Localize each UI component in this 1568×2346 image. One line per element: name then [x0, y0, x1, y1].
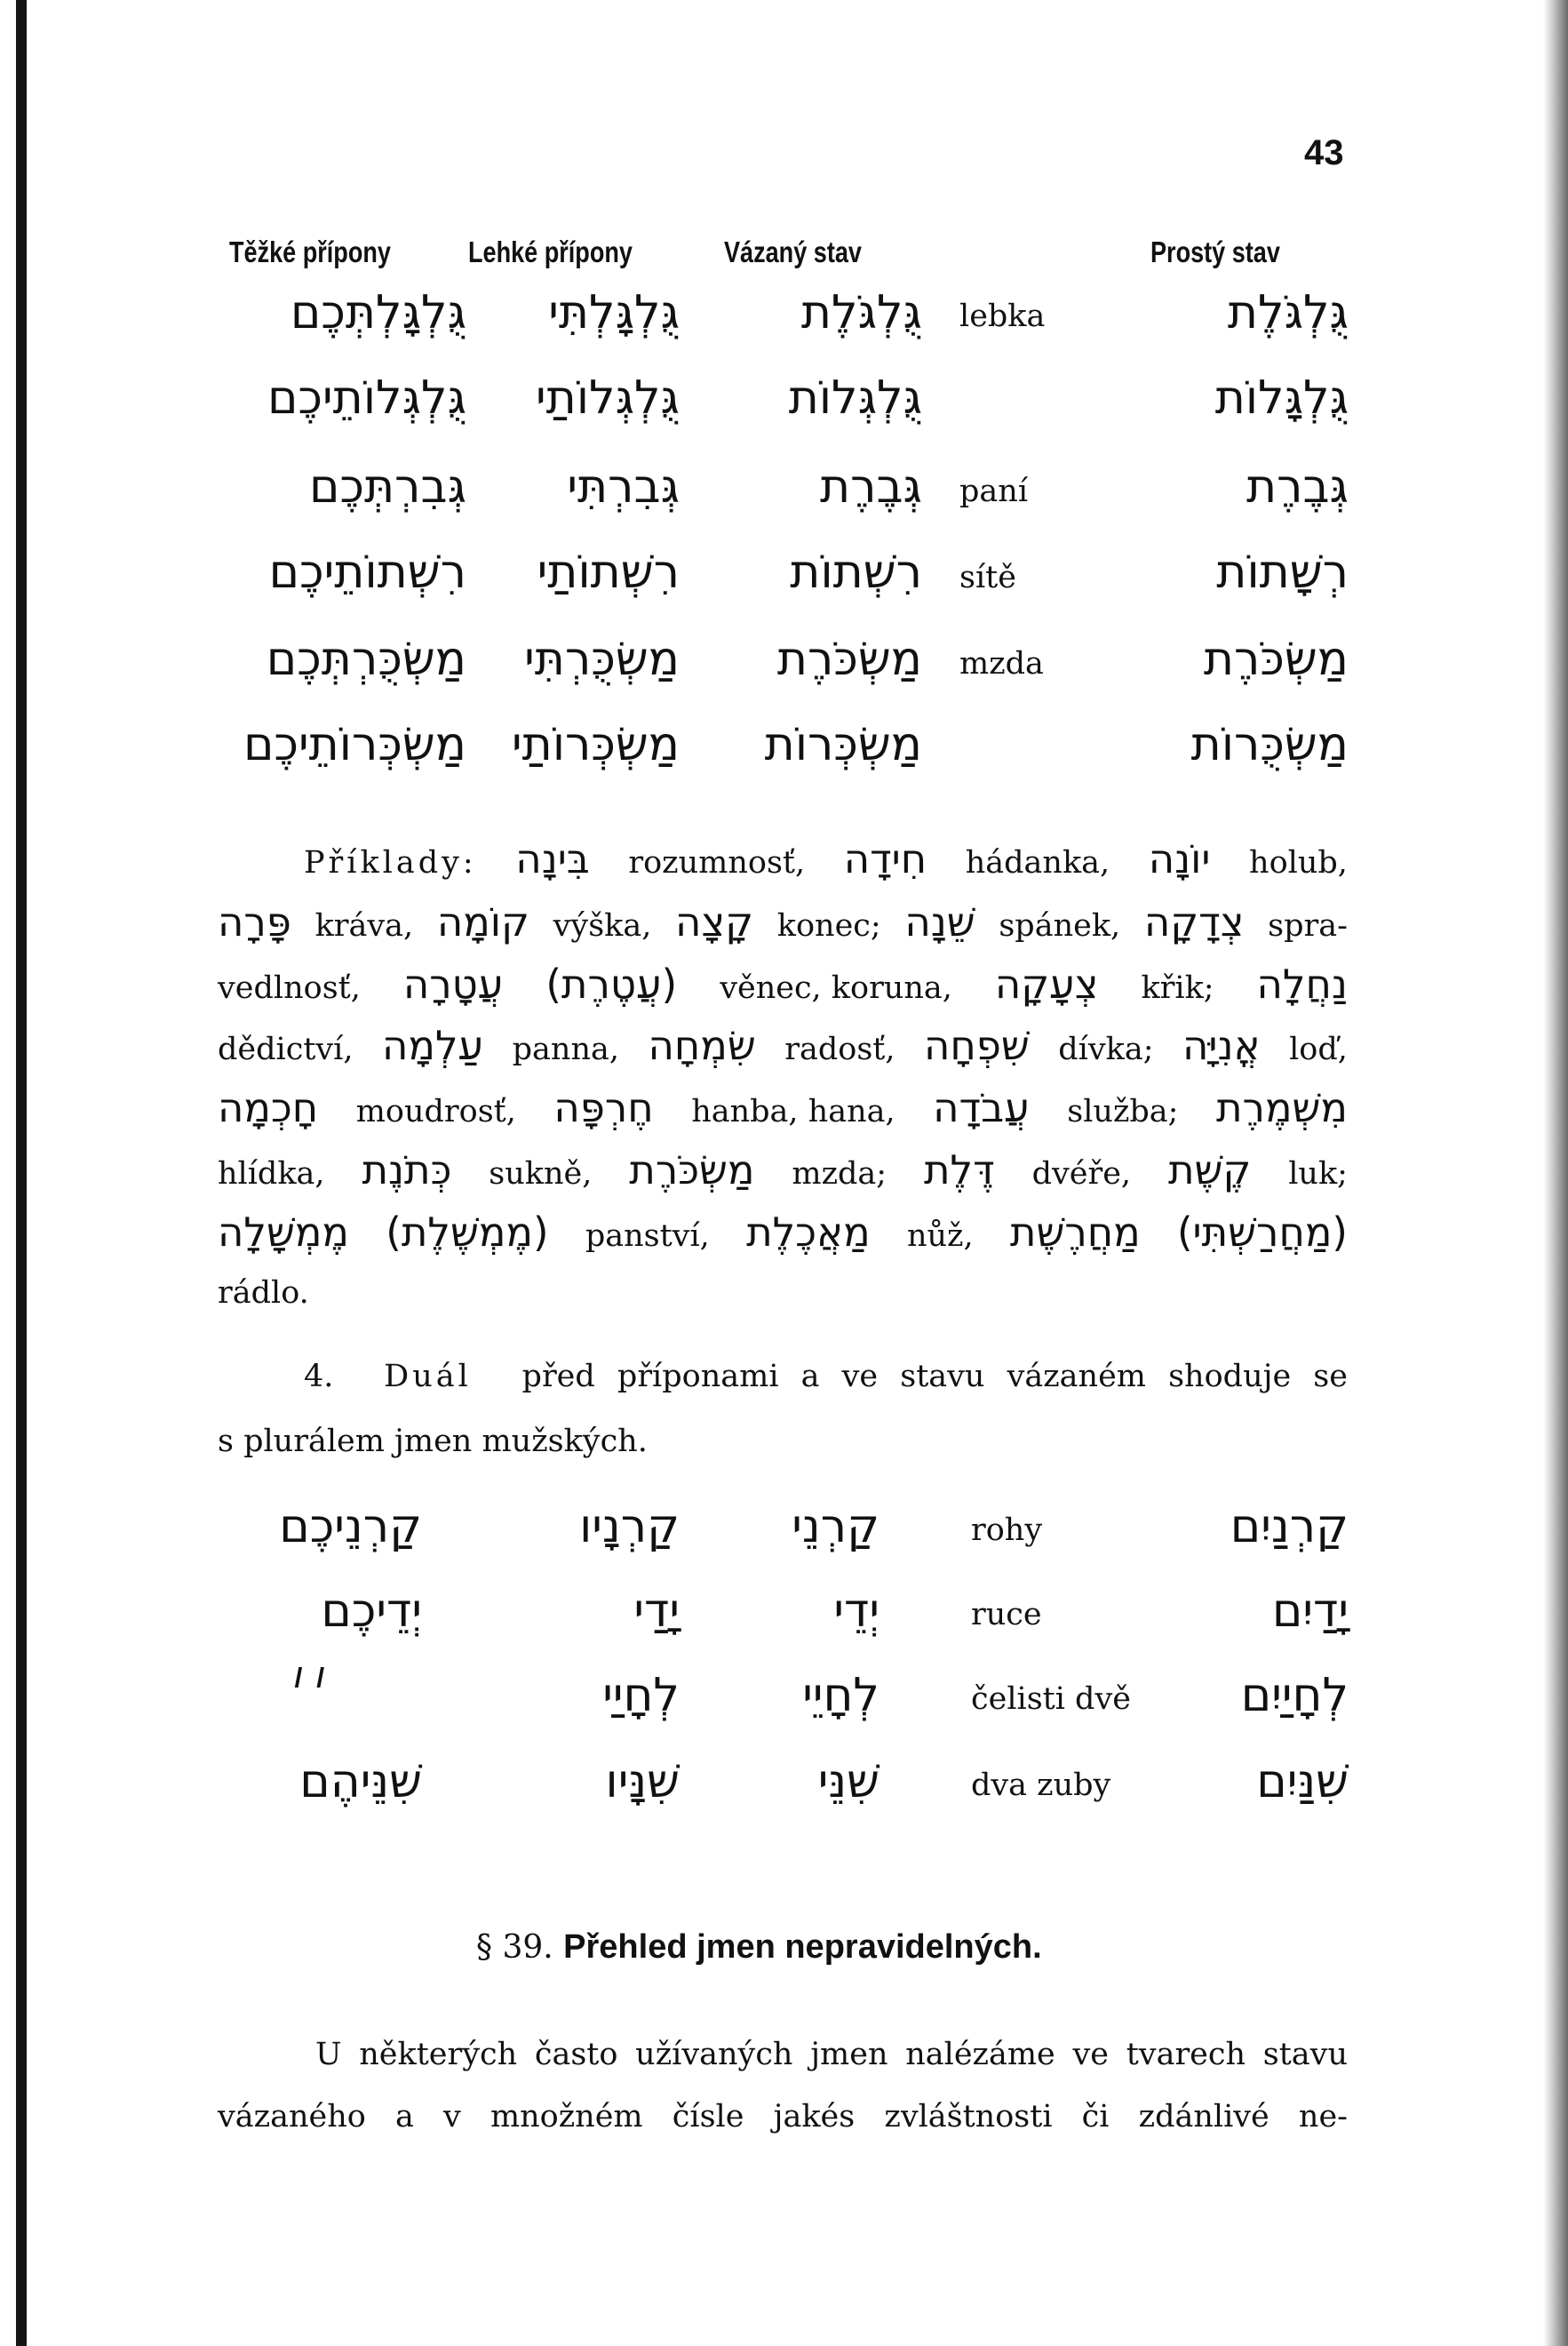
page-number: 43 — [1304, 133, 1344, 172]
table-cell-heavy: גֻּלְגָּלְתְּכֶם — [290, 286, 466, 339]
header-construct-state: Vázaný stav — [724, 235, 862, 268]
section-title: Přehled jmen nepravidelných. — [563, 1928, 1042, 1966]
examples-last-line: rádlo. — [218, 1275, 309, 1311]
header-heavy-suffixes: Těžké přípony — [229, 235, 391, 268]
table-cell-construct: מַשְׂכְּרוֹת — [764, 718, 922, 771]
examples-line: hlídka, כְּתֹנֶת sukně, מַשְׂכֹּרֶת mzda; דֶּלֶת dvéře, קֶשֶׁת luk; — [218, 1146, 1348, 1193]
table-cell-absolute: גֻּלְגָּלוֹת — [1214, 371, 1349, 425]
table-cell-gloss: mzda — [959, 646, 1044, 682]
examples-line: פָּרָה kráva, קוֹמָה výška, קָצָה konec; שֵׁנָה spánek, צְדָקָה spra- — [218, 898, 1348, 946]
examples-line: dědictví, עַלְמָה panna, שִׂמְחָה radosť, שִׁפְחָה dívka; אֳנִיָּה loď, — [218, 1022, 1348, 1069]
table-cell-heavy: מַשְׂכְּרוֹתֵיכֶם — [243, 718, 466, 771]
table-cell-heavy: יְדֵיכֶם — [321, 1584, 422, 1638]
table-cell-gloss: rohy — [971, 1512, 1043, 1548]
table-cell-construct: גֻּלְגֹּלֶת — [800, 286, 922, 339]
table-cell-construct: שִׁנֵּי — [817, 1755, 880, 1808]
table-cell-heavy: גֻּלְגְּלוֹתֵיכֶם — [267, 371, 466, 425]
table-cell-gloss: ruce — [971, 1597, 1042, 1632]
table-cell-light: שִׁנָּיו — [605, 1755, 680, 1808]
examples-line: vedlnosť, עֲטָרָה (עֲטֶרֶת) věnec, koruna, צְעָקָה křik; נַחֲלָה — [218, 961, 1348, 1008]
table-cell-heavy: מַשְׂכֻּרְתְּכֶם — [266, 633, 466, 686]
table-cell-light: רִשְׁתוֹתַי — [537, 546, 680, 599]
table-cell-construct: רִשְׁתוֹת — [790, 546, 922, 599]
table-cell-absolute: רְשָׁתוֹת — [1216, 546, 1349, 599]
table-cell-absolute: מַשְׂכֹּרֶת — [1203, 633, 1349, 686]
table-cell-heavy: גְּבִרְתְּכֶם — [308, 460, 466, 514]
table-cell-light: מַשְׂכֻּרְתִּי — [524, 633, 680, 686]
table-cell-absolute: יָדַיִם — [1271, 1584, 1349, 1638]
table-cell-construct: מַשְׂכֹּרֶת — [776, 633, 922, 686]
table-cell-construct: לְחָיֵי — [802, 1669, 880, 1722]
section-number: § 39. — [476, 1929, 553, 1966]
closing-paragraph-line1: U některých často užívaných jmen nalézáme ve tvarech stavu — [315, 2037, 1348, 2072]
table-cell-construct: יְדֵי — [833, 1584, 880, 1638]
examples-line: מֶמְשָׁלָה (מֶמְשֶׁלֶת) panství, מַאֲכֶלֶת nůž, מַחֲרֶשֶׁת (מַחֲרַשְׁתִּי) — [218, 1209, 1348, 1256]
table-cell-construct: קַרְנֵי — [792, 1500, 880, 1553]
table-cell-light: גֻּלְגָּלְתִּי — [548, 286, 680, 339]
table-cell-light: לְחָיַי — [602, 1669, 680, 1722]
handwritten-margin-note: ו ו — [291, 1653, 324, 1696]
table-cell-absolute: קַרְנַיִם — [1230, 1500, 1349, 1553]
examples-line: Příklady: בִּינָה rozumnosť, חִידָה hádanka, יוֹנָה holub, — [304, 835, 1348, 882]
page-edge-shadow — [1543, 0, 1568, 2346]
table-cell-construct: גֻּלְגְּלוֹת — [788, 371, 922, 425]
table-cell-light: יָדַי — [633, 1584, 680, 1638]
table-cell-light: גֻּלְגְּלוֹתַי — [536, 371, 680, 425]
table-cell-absolute: לְחָיַיִם — [1240, 1669, 1349, 1722]
binding-edge — [16, 0, 27, 2346]
dual-paragraph-line2: s plurálem jmen mužských. — [218, 1424, 648, 1459]
closing-paragraph-line2: vázaného a v množném čísle jakés zvláštnosti či zdánlivé ne- — [218, 2099, 1348, 2135]
table-cell-heavy: רִשְׁתוֹתֵיכֶם — [268, 546, 466, 599]
table-cell-heavy: שִׁנֵּיהֶם — [299, 1755, 422, 1808]
table-cell-gloss: sítě — [959, 560, 1016, 595]
table-cell-absolute: שִׁנַּיִם — [1256, 1755, 1349, 1808]
table-cell-gloss: lebka — [959, 299, 1046, 334]
header-light-suffixes: Lehké přípony — [468, 235, 633, 268]
header-absolute-state: Prostý stav — [1150, 235, 1280, 268]
table-cell-absolute: גֻּלְגֹּלֶת — [1227, 286, 1349, 339]
table-cell-gloss: čelisti dvě — [971, 1681, 1131, 1717]
examples-line: חָכְמָה moudrosť, חֶרְפָּה hanba, hana, עֲבֹדָה služba; מִשְׁמֶרֶת — [218, 1084, 1348, 1131]
table-cell-absolute: גְּבֶרֶת — [1246, 460, 1349, 514]
dual-paragraph-line1: 4. Duál před příponami a ve stavu vázaném shoduje se — [304, 1359, 1348, 1394]
table-cell-light: מַשְׂכְּרוֹתַי — [512, 718, 680, 771]
table-cell-light: קַרְנָיו — [579, 1500, 680, 1553]
table-cell-light: גְּבִרְתִּי — [567, 460, 680, 514]
table-cell-absolute: מַשְׂכֻּרוֹת — [1190, 718, 1349, 771]
table-cell-construct: גְּבֶרֶת — [819, 460, 922, 514]
table-cell-gloss: dva zuby — [971, 1767, 1111, 1803]
section-heading — [476, 1928, 1042, 1967]
table-cell-heavy: קַרְנֵיכֶם — [279, 1500, 422, 1553]
table-cell-gloss: paní — [959, 474, 1029, 509]
